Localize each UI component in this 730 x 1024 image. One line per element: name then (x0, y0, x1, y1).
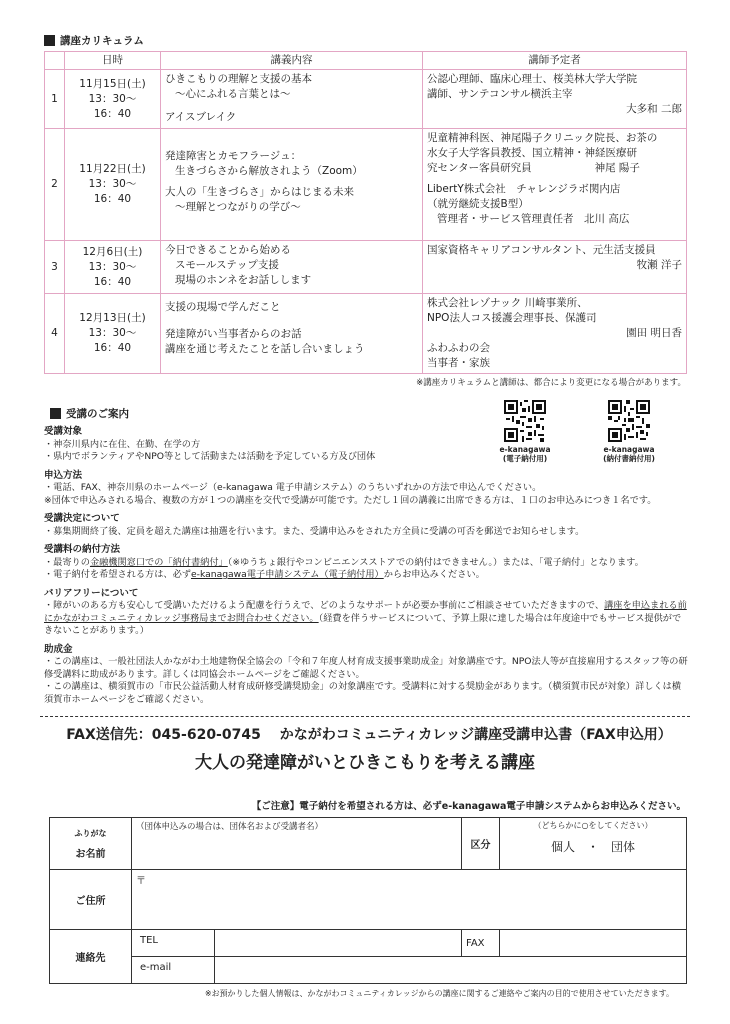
curriculum-heading (44, 33, 144, 48)
guide-heading (50, 406, 129, 421)
lecturer-line: 水女子大学客員教授、国立精神・神経医療研 (427, 147, 637, 159)
content-line: 今日できることから始める (165, 244, 291, 256)
content-line: 現場のホンネをお話しします (175, 274, 312, 286)
target-line: ・神奈川県内に在住、在勤、在学の方 (44, 438, 201, 450)
curriculum-note: ※講座カリキュラムと講師は、都合により変更になる場合があります。 (416, 378, 686, 388)
tel-row (132, 930, 462, 957)
content-line: スモールステップ支援 (175, 259, 279, 271)
content-line: 大人の「生きづらさ」からはじまる未来 (165, 186, 354, 198)
name-note: （団体申込みの場合は、団体名および受講者名） (136, 822, 324, 832)
date-text: 11月22日(土) (79, 163, 146, 175)
square-bullet-icon (44, 35, 55, 46)
content-line: 発達障害とカモフラージュ： (165, 150, 302, 162)
row-content (161, 70, 423, 129)
row-date (65, 294, 161, 374)
row-lecturer (423, 70, 687, 129)
category-options[interactable]: 個人 ・ 団体 (550, 840, 635, 854)
time-start: 13：30～ (88, 92, 137, 105)
row-content (161, 129, 423, 241)
lecturer-name: 牧瀬 洋子 (636, 259, 682, 271)
fee-line: ・最寄りの金融機関窓口での「納付書納付」（※ゆうちょ銀行やコンビニエンスストアでの納付はできません。）または、「電子納付」となります。 (44, 556, 644, 568)
lecturer-line: NPO法人コス援護会理事長、保護司 (427, 312, 597, 324)
time-start: 13：30～ (88, 178, 137, 190)
apply-line: ※団体で申込みされる場合、複数の方が１つの講座を交代で受講が可能です。ただし１回の講義に出席できる方は、１口のお申込みにつき１名です。 (44, 494, 657, 506)
barrier-free-heading: バリアフリーについて (44, 587, 139, 599)
email-label: e-mail (132, 957, 215, 983)
lecturer-line: 管理者・サービス管理責任者 北川 高広 (437, 213, 630, 225)
row-content (161, 294, 423, 374)
decide-line: ・募集期間終了後、定員を超えた講座は抽選を行います。また、受講申込みをされた方全員に受講の可否を郵送でお知らせします。 (44, 525, 585, 537)
target-heading: 受講対象 (44, 426, 83, 437)
content-line: 講座を通じ考えたことを話し合いましょう (165, 343, 365, 355)
square-bullet-icon (50, 408, 61, 419)
name-field[interactable] (132, 818, 462, 870)
qr-caption-electronic: e-kanagawa (電子納付用) (499, 445, 551, 463)
guide-title: 受講のご案内 (66, 408, 129, 420)
content-line: 生きづらさから解放されよう（Zoom） (175, 165, 363, 177)
form-title: 大人の発達障がいとひきこもりを考える講座 (195, 753, 535, 773)
fee-heading: 受講料の納付方法 (44, 544, 121, 555)
barrier-free-line: ・障がいのある方も安心して受講いただけるよう配慮を行うえで、どのようなサポートが必要か事前にご相談させていただきますので、講座を申込まれる前にかながわコミュニティカレッジ事務局までお問合わせください。（経費を伴うサービスについて、予算上限に達した場合は年度途中でもサービス提供ができないことがあります。） (44, 600, 687, 636)
qr-caption-invoice: e-kanagawa (納付書納付用) (603, 445, 655, 463)
row-number: 1 (45, 70, 65, 129)
address-field[interactable] (132, 870, 687, 930)
category-field[interactable] (500, 818, 687, 870)
lecturer-line: 講師、サンテコンサル横浜主宰 (427, 88, 573, 100)
time-end: 16：40 (93, 275, 132, 288)
curriculum-table (44, 51, 687, 374)
fax-field[interactable] (500, 930, 687, 957)
lecturer-line: 児童精神科医、神尾陽子クリニック院長、お茶の (427, 132, 658, 144)
lecturer-line: 国家資格キャリアコンサルタント、元生活支援員 (427, 244, 656, 256)
name-label-cell (50, 818, 132, 870)
lecturer-line: LibertY株式会社 チャレンジラボ関内店 (427, 183, 621, 195)
email-field[interactable] (215, 957, 686, 983)
date-text: 12月6日(土) (82, 245, 143, 258)
row-number: 4 (45, 294, 65, 374)
time-start: 13：30～ (88, 327, 137, 339)
postal-mark: 〒 (136, 876, 146, 887)
target-line: ・県内でボランティアやNPO等として活動または活動を予定している方及び団体 (44, 451, 376, 462)
caution-note: 【ご注意】電子納付を希望される方は、必ずe-kanagawa電子申請システムからお申込みください。 (251, 801, 686, 812)
decide-heading: 受講決定について (44, 513, 120, 524)
header-lecturer: 講師予定者 (423, 52, 687, 70)
address-label: ご住所 (50, 870, 132, 930)
lecturer-line: ふわふわの会 (427, 342, 490, 354)
fax-number-line: FAX送信先：045-620-0745 かながわコミュニティカレッジ講座受講申込書（FAX申込用） (66, 727, 672, 743)
subsidy-line: ・この講座は、横須賀市の「市民公益活動人材育成研修受講奨励金」の対象講座です。受講料に対する奨励金があります。（横須賀市民が対象）詳しくは横須賀市ホームページをご確認ください。 (44, 681, 682, 705)
tel-label: TEL (132, 930, 215, 956)
header-date: 日時 (65, 52, 161, 70)
fax-label: FAX (462, 930, 500, 957)
category-label: 区分 (462, 818, 500, 870)
cut-line-divider (40, 716, 690, 717)
row-date (65, 129, 161, 241)
tel-field[interactable] (215, 930, 461, 956)
guide-body (44, 420, 690, 706)
apply-heading: 申込方法 (44, 469, 83, 481)
row-lecturer (423, 294, 687, 374)
lecturer-line: 公認心理師、臨床心理士、桜美林大学大学院 (427, 73, 637, 85)
row-date (65, 241, 161, 294)
time-end: 16：40 (93, 193, 132, 205)
content-line: アイスブレイク (165, 111, 237, 123)
fee-line: ・電子納付を希望される方は、必ずe-kanagawa電子申請システム（電子納付用）からお申込みください。 (44, 569, 485, 580)
lecturer-line: 究センター客員研究員 神尾 陽子 (427, 162, 640, 174)
row-content (161, 241, 423, 294)
application-form (49, 817, 687, 984)
name-label: お名前 (75, 848, 106, 860)
curriculum-header-row (45, 52, 687, 70)
lecturer-line: （就労継続支援B型） (427, 198, 529, 210)
date-text: 11月15日(土) (79, 77, 146, 90)
furigana-label: ふりがな (74, 828, 107, 838)
time-start: 13：30～ (88, 260, 137, 273)
subsidy-line: ・この講座は、一般社団法人かながわ土地建物保全協会の「令和７年度人材育成支援事業助成金」対象講座です。NPO法人等が直接雇用するスタッフ等の研修受講料に助成があります。詳しくは同協会ホームページをご確認ください。 (44, 656, 688, 680)
curriculum-row (45, 241, 687, 294)
privacy-note: ※お預かりした個人情報は、かながわコミュニティカレッジからの講座に関するご連絡やご案内の目的で使用させていただきます。 (204, 989, 674, 998)
content-line: 発達障がい当事者からのお話 (165, 328, 302, 340)
row-lecturer (423, 129, 687, 241)
time-end: 16：40 (93, 107, 132, 120)
content-line: ～理解とつながりの学び～ (175, 201, 301, 213)
row-number: 3 (45, 241, 65, 294)
lecturer-name: 園田 明日香 (626, 327, 682, 339)
category-note: （どちらかに○をしてください） (533, 821, 653, 830)
content-line: 支援の現場で学んだこと (165, 301, 281, 313)
curriculum-row (45, 70, 687, 129)
header-content: 講義内容 (161, 52, 423, 70)
row-lecturer (423, 241, 687, 294)
lecturer-line: 当事者・家族 (427, 357, 490, 369)
content-line: ひきこもりの理解と支援の基本 (165, 73, 312, 85)
subsidy-heading: 助成金 (44, 643, 73, 655)
apply-line: ・電話、FAX、神奈川県のホームページ（e-kanagawa 電子申請システム）のうちいずれかの方法で申込んでください。 (44, 482, 542, 493)
lecturer-name: 大多和 二郎 (626, 103, 682, 115)
row-number: 2 (45, 129, 65, 241)
email-row (132, 957, 687, 984)
time-end: 16：40 (93, 342, 132, 354)
curriculum-title: 講座カリキュラム (60, 35, 144, 47)
curriculum-row (45, 129, 687, 241)
curriculum-row (45, 294, 687, 374)
row-date (65, 70, 161, 129)
date-text: 12月13日(土) (79, 312, 146, 324)
content-line: ～心にふれる言葉とは～ (175, 88, 291, 100)
contact-label: 連絡先 (50, 930, 132, 984)
lecturer-line: 株式会社レゾナック 川崎事業所、 (427, 297, 588, 309)
